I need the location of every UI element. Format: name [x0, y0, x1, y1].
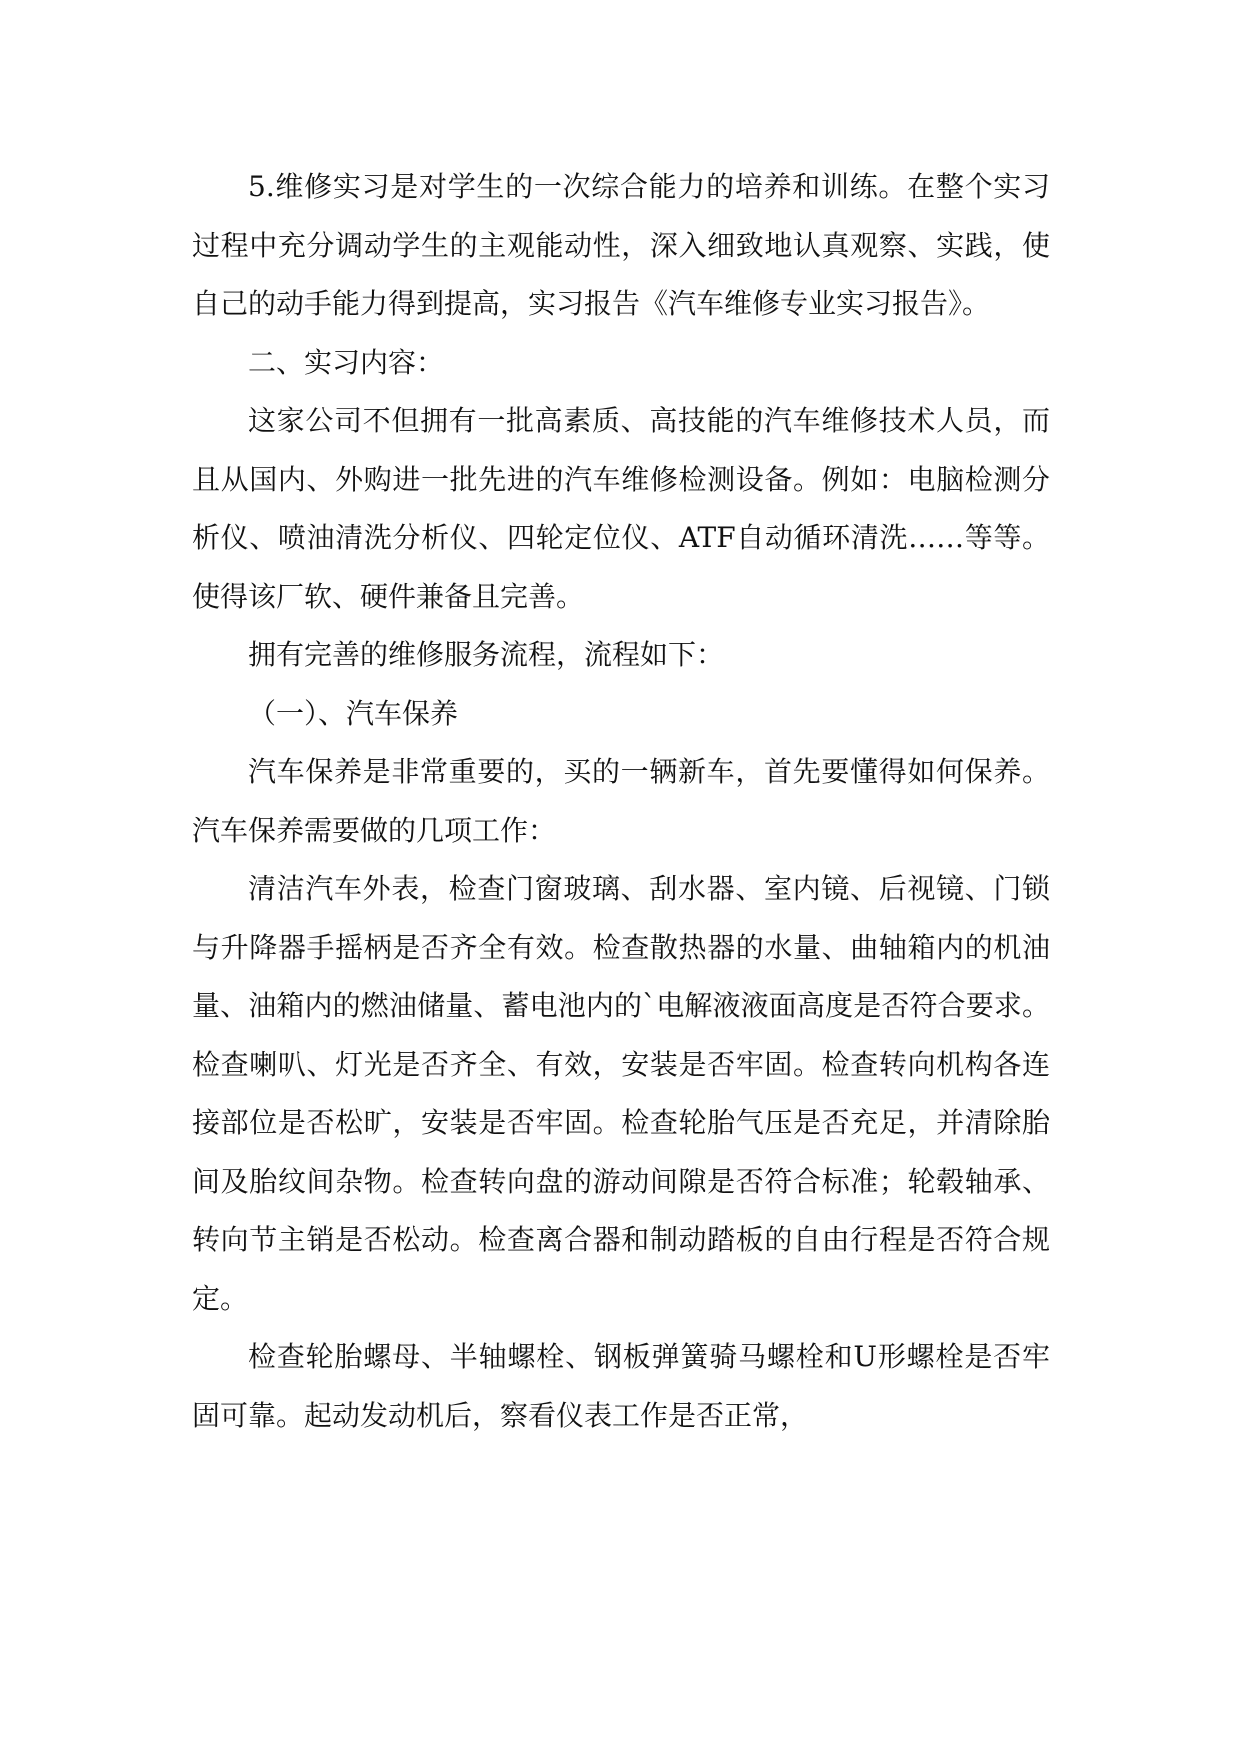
paragraph-maintenance-checks-continued: 检查轮胎螺母、半轴螺栓、钢板弹簧骑马螺栓和U形螺栓是否牢固可靠。起动发动机后，察看仪表工作是否正常，: [192, 1340, 1050, 1432]
document-page: [192, 158, 1050, 1445]
paragraph-service-process: 拥有完善的维修服务流程，流程如下：: [248, 638, 725, 671]
subheading-car-maintenance: （一）、汽车保养: [248, 696, 459, 730]
paragraph-internship-purpose: 5.维修实习是对学生的一次综合能力的培养和训练。在整个实习过程中充分调动学生的主观能动性，深入细致地认真观察、实践，使自己的动手能力得到提高，实习报告《汽车维修专业实习报告》。: [192, 170, 1050, 320]
paragraph-maintenance-checks: 清洁汽车外表，检查门窗玻璃、刮水器、室内镜、后视镜、门锁与升降器手摇柄是否齐全有效。检查散热器的水量、曲轴箱内的机油量、油箱内的燃油储量、蓄电池内的`电解液液面高度是否符合要求。检查喇叭、灯光是否齐全、有效，安装是否牢固。检查转向机构各连接部位是否松旷，安装是否牢固。检查轮胎气压是否充足，并清除胎间及胎纹间杂物。检查转向盘的游动间隙是否符合标准；轮毂轴承、转向节主销是否松动。检查离合器和制动踏板的自由行程是否符合规定。: [192, 872, 1050, 1315]
paragraph-company-intro: 这家公司不但拥有一批高素质、高技能的汽车维修技术人员，而且从国内、外购进一批先进的汽车维修检测设备。例如：电脑检测分析仪、喷油清洗分析仪、四轮定位仪、ATF自动循环清洗……等等。使得该厂软、硬件兼备且完善。: [192, 404, 1050, 613]
paragraph-maintenance-intro: 汽车保养是非常重要的，买的一辆新车，首先要懂得如何保养。汽车保养需要做的几项工作：: [192, 755, 1050, 847]
section-heading-internship-content: 二、实习内容：: [248, 345, 445, 379]
